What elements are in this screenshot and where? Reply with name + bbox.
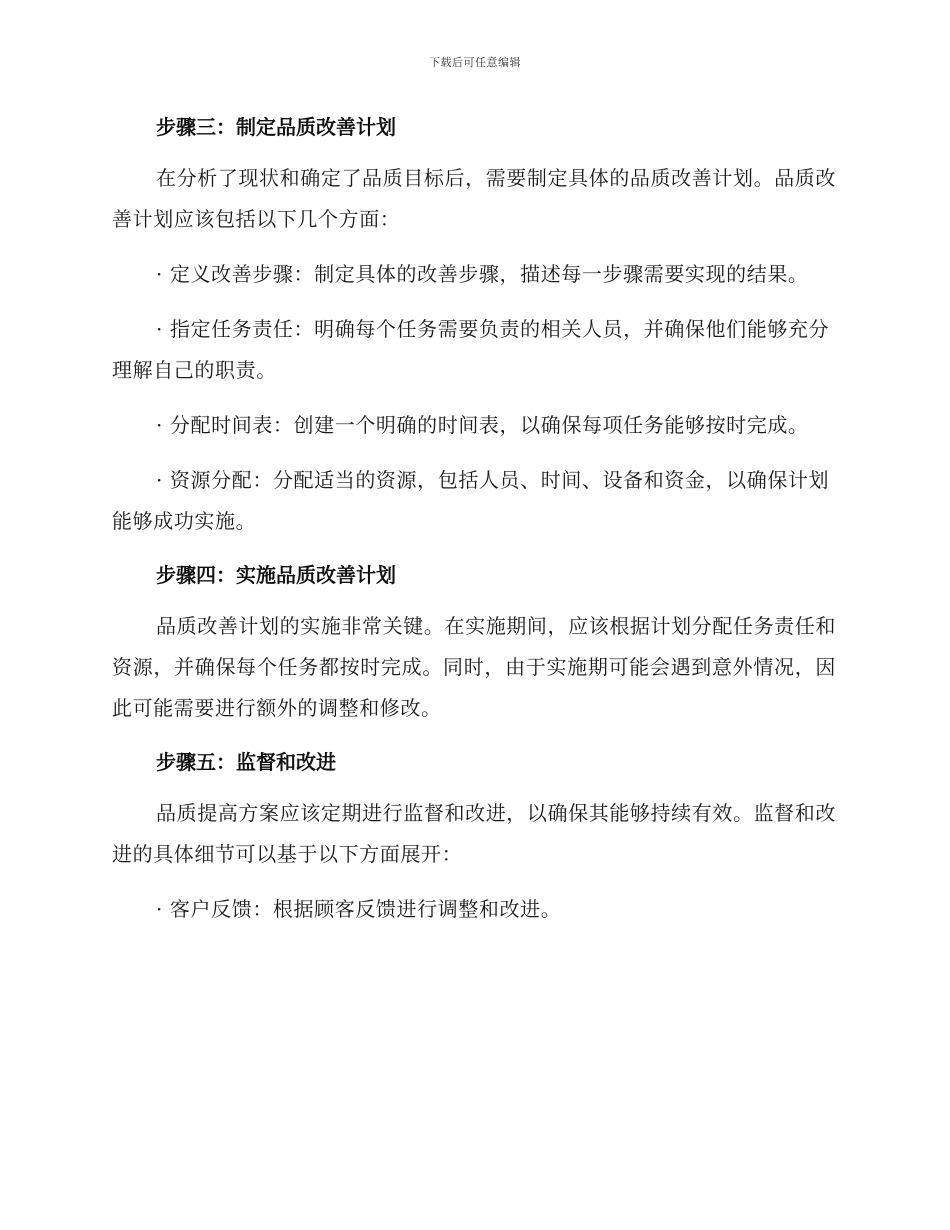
bullet-item: · 指定任务责任：明确每个任务需要负责的相关人员，并确保他们能够充分理解自己的职责。 xyxy=(112,317,830,382)
section-heading-step-4: 步骤四：实施品质改善计划 xyxy=(156,563,396,587)
section-heading-step-3: 步骤三：制定品质改善计划 xyxy=(156,115,396,139)
bullet-item: · 定义改善步骤：制定具体的改善步骤，描述每一步骤需要实现的结果。 xyxy=(156,262,809,286)
section-heading-step-5: 步骤五：监督和改进 xyxy=(156,750,336,774)
section-paragraph: 品质改善计划的实施非常关键。在实施期间，应该根据计划分配任务责任和资源，并确保每个任务都按时完成。同时，由于实施期可能会遇到意外情况，因此可能需要进行额外的调整和修改。 xyxy=(112,614,836,720)
bullet-item: · 资源分配：分配适当的资源，包括人员、时间、设备和资金，以确保计划能够成功实施。 xyxy=(112,468,830,533)
section-paragraph: 在分析了现状和确定了品质目标后，需要制定具体的品质改善计划。品质改善计划应该包括以下几个方面： xyxy=(112,166,836,231)
section-paragraph: 品质提高方案应该定期进行监督和改进，以确保其能够持续有效。监督和改进的具体细节可以基于以下方面展开： xyxy=(112,801,836,866)
bullet-item: · 分配时间表：创建一个明确的时间表，以确保每项任务能够按时完成。 xyxy=(156,413,809,437)
document-body xyxy=(112,108,836,944)
page-header: 下载后可任意编辑 xyxy=(429,56,521,69)
bullet-item: · 客户反馈：根据顾客反馈进行调整和改进。 xyxy=(156,897,562,921)
